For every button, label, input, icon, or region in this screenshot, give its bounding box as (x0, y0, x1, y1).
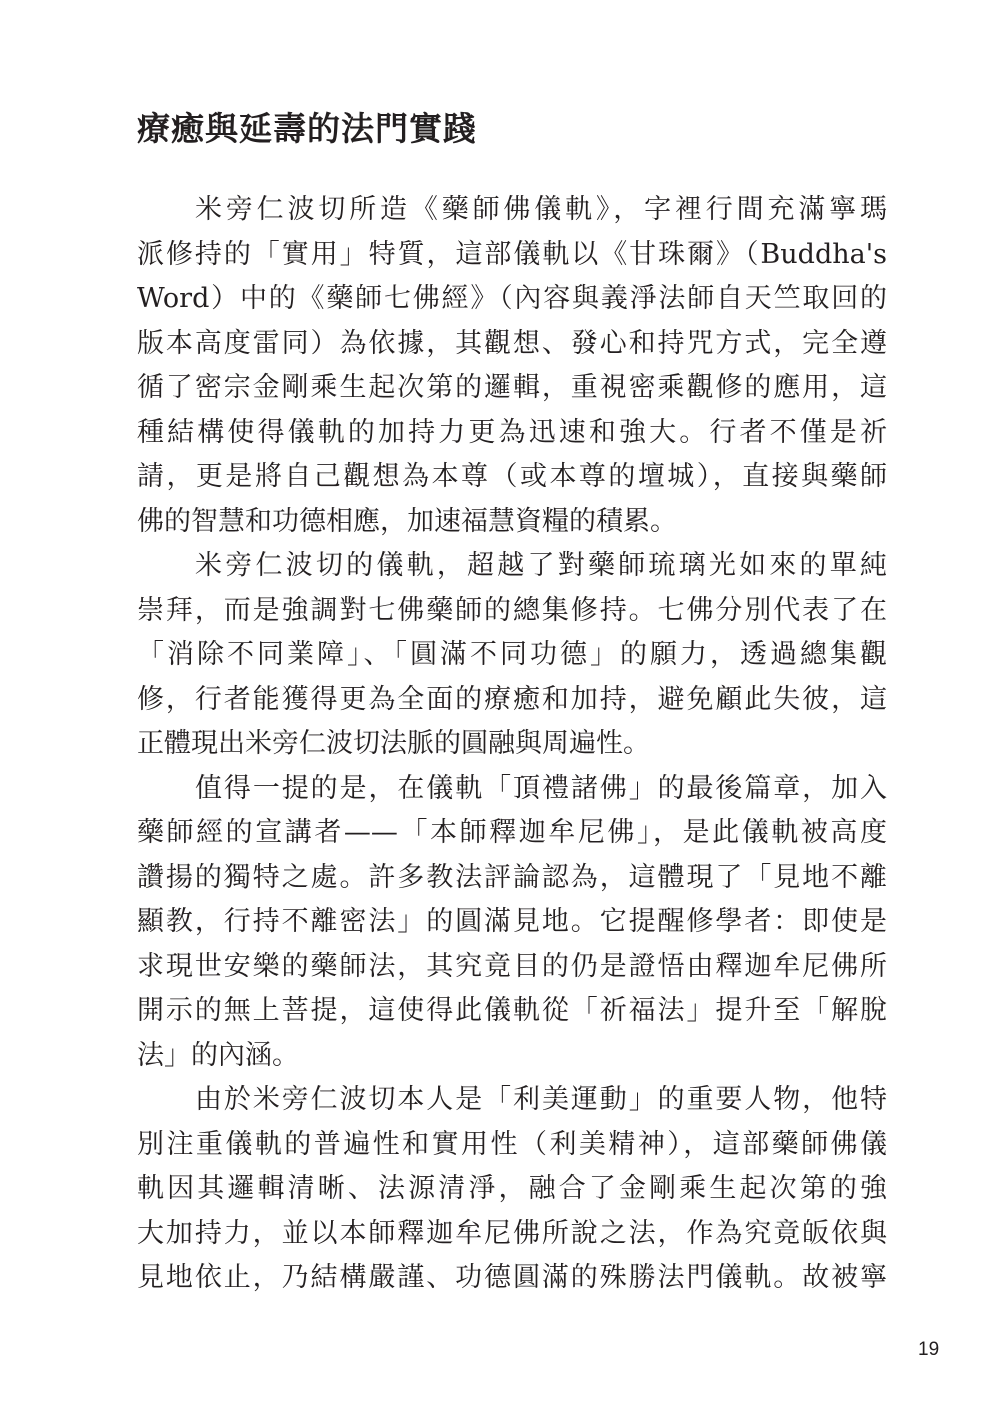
section-title: 療癒與延壽的法門實踐 (137, 109, 477, 148)
text-line: 版本高度雷同）為依據，其觀想、發心和持咒方式，完全遵 (137, 327, 887, 359)
text-line: 佛的智慧和功德相應，加速福慧資糧的積累。 (137, 505, 677, 537)
text-line: 求現世安樂的藥師法，其究竟目的仍是證悟由釋迦牟尼佛所 (137, 950, 887, 982)
text-line: 讚揚的獨特之處。許多教法評論認為，這體現了「見地不離 (137, 861, 887, 893)
text-line: 顯教，行持不離密法」的圓滿見地。它提醒修學者：即使是 (137, 906, 887, 937)
text-line: 種結構使得儀軌的加持力更為迅速和強大。行者不僅是祈 (137, 416, 887, 448)
text-line: 大加持力，並以本師釋迦牟尼佛所說之法，作為究竟皈依與 (137, 1217, 887, 1249)
text-line: 修，行者能獲得更為全面的療癒和加持，避免顧此失彼，這 (137, 683, 887, 715)
text-line: 開示的無上菩提，這使得此儀軌從「祈福法」提升至「解脫 (137, 995, 887, 1026)
text-line: 崇拜，而是強調對七佛藥師的總集修持。七佛分別代表了在 (137, 594, 887, 626)
text-line: 值得一提的是，在儀軌「頂禮諸佛」的最後篇章，加入 (195, 772, 887, 804)
text-line: 「消除不同業障」、「圓滿不同功德」的願力，透過總集觀 (137, 639, 887, 670)
page-number: 19 (918, 1339, 940, 1360)
text-line: 藥師經的宣講者——「本師釋迦牟尼佛」，是此儀軌被高度 (137, 817, 887, 848)
text-line: Word）中的《藥師七佛經》（內容與義淨法師自天竺取回的 (137, 283, 887, 314)
text-line: 請，更是將自己觀想為本尊（或本尊的壇城），直接與藥師 (137, 461, 887, 492)
text-line: 由於米旁仁波切本人是「利美運動」的重要人物，他特 (195, 1084, 887, 1115)
text-line: 米旁仁波切所造《藥師佛儀軌》，字裡行間充滿寧瑪 (195, 194, 887, 225)
text-line: 派修持的「實用」特質，這部儀軌以《甘珠爾》（Buddha's (137, 238, 887, 270)
text-line: 正體現出米旁仁波切法脈的圓融與周遍性。 (137, 728, 650, 759)
body-text (137, 188, 887, 1301)
text-line: 見地依止，乃結構嚴謹、功德圓滿的殊勝法門儀軌。故被寧 (137, 1262, 887, 1293)
text-line: 循了密宗金剛乘生起次第的邏輯，重視密乘觀修的應用，這 (137, 372, 887, 403)
text-line: 法」的內涵。 (137, 1039, 299, 1071)
text-line: 別注重儀軌的普遍性和實用性（利美精神），這部藥師佛儀 (137, 1128, 887, 1160)
text-line: 軌因其邏輯清晰、法源清淨，融合了金剛乘生起次第的強 (137, 1173, 887, 1204)
text-line: 米旁仁波切的儀軌，超越了對藥師琉璃光如來的單純 (195, 550, 887, 581)
